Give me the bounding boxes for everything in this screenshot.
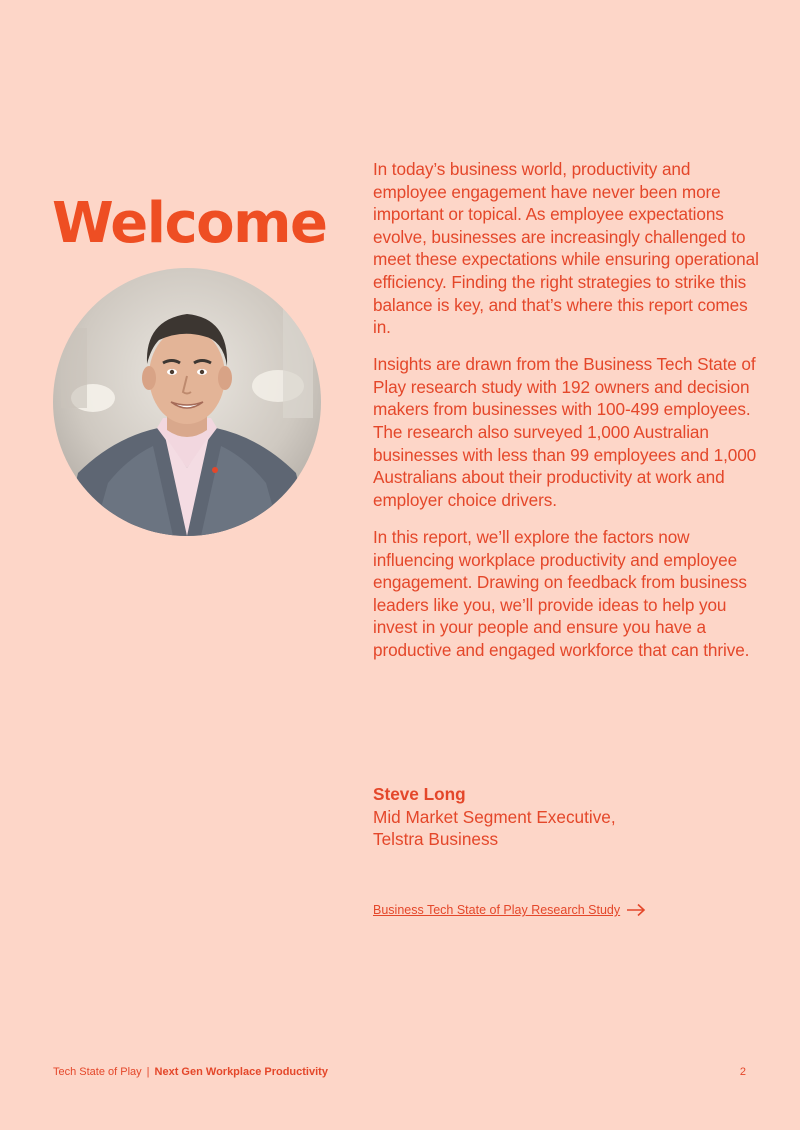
footer-series: Tech State of Play — [53, 1066, 142, 1078]
footer-separator: | — [146, 1066, 150, 1078]
page-footer — [53, 1066, 328, 1078]
page-number: 2 — [739, 1066, 746, 1078]
arrow-right-icon — [626, 903, 646, 917]
page-title: Welcome — [52, 191, 327, 256]
research-study-link[interactable] — [373, 903, 646, 917]
research-study-link-label: Business Tech State of Play Research Study — [373, 903, 621, 917]
report-paragraph: In this report, we’ll explore the factors now influencing workplace productivity and employee engagement. Drawing on feedback from business leaders like you, we’ll provide ideas to help you invest in your people and ensure you have a productive and engaged workforce that can thrive. — [373, 526, 750, 660]
intro-paragraph: In today’s business world, productivity and employee engagement have never been more important or topical. As employee expectations evolve, businesses are increasingly challenged to meet these expectations while ensuring operational efficiency. Finding the right strategies to strike this balance is key, and that’s where this report comes in. — [373, 159, 759, 338]
author-portrait — [53, 268, 321, 536]
signature-role: Mid Market Segment Executive, — [373, 806, 616, 827]
intro-text — [373, 158, 763, 676]
insights-paragraph: Insights are drawn from the Business Tech State of Play research study with 192 owners and decision makers from businesses with 100-499 employees. The research also surveyed 1,000 Australian businesses with less than 99 employees and 1,000 Australians about their productivity at work and employer choice drivers. — [373, 354, 757, 510]
footer-report-title: Next Gen Workplace Productivity — [154, 1066, 328, 1078]
signature-name: Steve Long — [373, 784, 466, 804]
signature-company: Telstra Business — [373, 829, 499, 850]
signature-block — [373, 783, 753, 851]
portrait-illustration — [53, 268, 321, 536]
